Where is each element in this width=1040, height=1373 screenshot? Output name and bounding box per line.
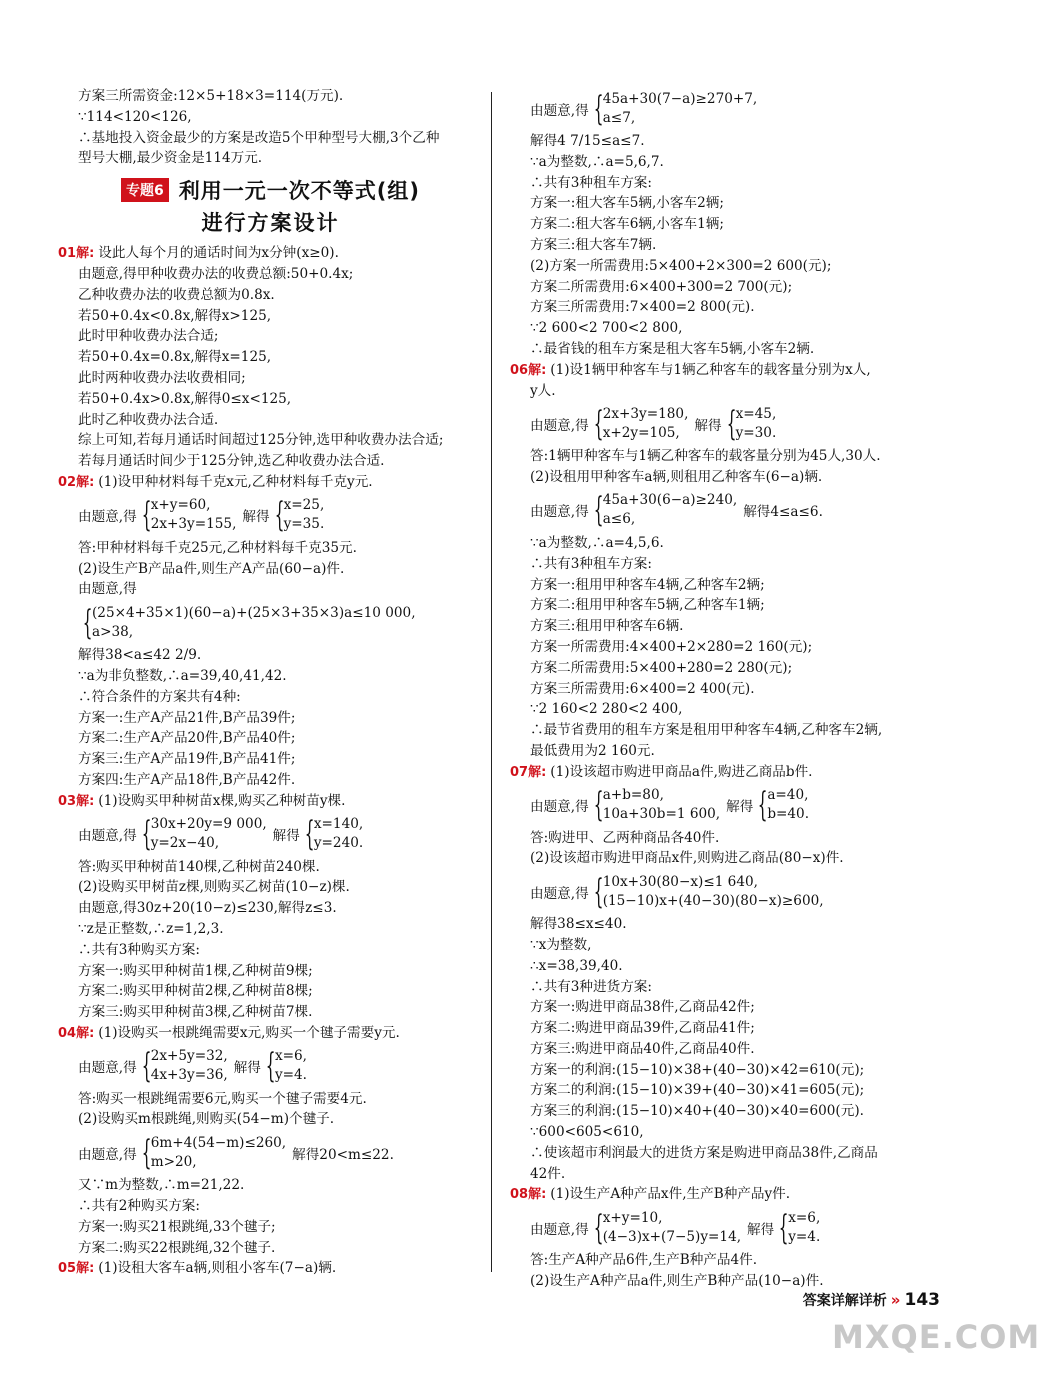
topic-header: [58, 175, 483, 205]
text-line: 由题意,得30z+20(10−z)≤230,解得z≤3.: [78, 900, 337, 917]
inequality-system: 由题意,得 { 6m+4(54−m)≤260, m>20, 解得20<m≤22.: [78, 1132, 394, 1173]
page-footer: [803, 1290, 940, 1310]
text-line: 此时两种收费办法收费相同;: [78, 369, 246, 386]
inequality-system: 由题意,得 { 10x+30(80−x)≤1 640, (15−10)x+(40−30)(80−x)≥600,: [530, 871, 824, 912]
text-line: (2)设租用甲种客车a辆,则租用乙种客车(6−a)辆.: [530, 469, 823, 486]
double-arrow-icon: »: [890, 1291, 901, 1309]
text-line: ∴使该超市利润最大的进货方案是购进甲商品38件,乙商品: [530, 1144, 878, 1161]
text-line: 方案三所需费用:7×400=2 800(元).: [530, 299, 755, 316]
text-line: 若50+0.4x>0.8x,解得0≤x<125,: [78, 390, 292, 407]
text-line: 若每月通话时间少于125分钟,选乙种收费办法合适.: [78, 453, 385, 470]
topic-badge: 专题6: [121, 178, 169, 202]
question-6: 06解: (1)设1辆甲种客车与1辆乙种客车的载客量分别为x人,: [510, 361, 871, 378]
text-line: ∴最节省费用的租车方案是租用甲种客车4辆,乙种客车2辆,: [530, 722, 883, 739]
right-column: [510, 86, 942, 1292]
text-line: 若50+0.4x=0.8x,解得x=125,: [78, 349, 272, 366]
text-line: 最低费用为2 160元.: [530, 742, 655, 759]
question-label: 01解:: [58, 246, 95, 262]
equation-system: 由题意,得 { x+y=60, 2x+3y=155, 解得 { x=25, y=35.: [78, 495, 325, 536]
question-label: 08解:: [510, 1187, 547, 1203]
text-line: 解得38<a≤42 2/9.: [78, 647, 202, 664]
question-label: 04解:: [58, 1025, 95, 1041]
text-line: 方案一:购买21根跳绳,33个毽子;: [78, 1218, 276, 1235]
left-column: [58, 86, 483, 1279]
question-2: 02解: (1)设甲种材料每千克x元,乙种材料每千克y元.: [58, 473, 373, 490]
text-line: 方案三所需费用:6×400=2 400(元).: [530, 680, 755, 697]
text-line: (2)设购买m根跳绳,则购买(54−m)个毽子.: [78, 1111, 335, 1128]
inequality-system: 由题意,得 { 45a+30(6−a)≥240, a≤6, 解得4≤a≤6.: [530, 490, 823, 531]
text-line: 方案一的利润:(15−10)×38+(40−30)×42=610(元);: [530, 1061, 865, 1078]
text-line: 方案一:购买甲种树苗1棵,乙种树苗9棵;: [78, 962, 313, 979]
footer-label: 答案详解详析: [802, 1293, 887, 1309]
text-line: 方案二:生产A产品20件,B产品40件;: [78, 730, 296, 747]
text-line: 方案三的利润:(15−10)×40+(40−30)×40=600(元).: [530, 1103, 864, 1120]
text-line: 42件.: [530, 1165, 566, 1182]
topic-title-line2: 进行方案设计: [201, 211, 340, 236]
text-line: (2)方案一所需费用:5×400+2×300=2 600(元);: [530, 257, 832, 274]
text-line: 若50+0.4x<0.8x,解得x>125,: [78, 307, 272, 324]
text-line: 答:甲种材料每千克25元,乙种材料每千克35元.: [78, 539, 357, 556]
text-line: 方案二所需费用:5×400+280=2 280(元);: [530, 659, 793, 676]
text-line: 型号大棚,最少资金是114万元.: [78, 150, 263, 167]
text-line: 方案三:生产A产品19件,B产品41件;: [78, 751, 296, 768]
text-line: 方案三:购买甲种树苗3棵,乙种树苗7棵.: [78, 1004, 313, 1021]
text-line: ∵a为非负整数,∴a=39,40,41,42.: [78, 667, 287, 684]
question-1: 01解: 设此人每个月的通话时间为x分钟(x≥0).: [58, 245, 339, 262]
text-line: 方案二的利润:(15−10)×39+(40−30)×41=605(元);: [530, 1082, 865, 1099]
question-7: 07解: (1)设该超市购进甲商品a件,购进乙商品b件.: [510, 763, 813, 780]
text-line: (2)设生产B产品a件,则生产A产品(60−a)件.: [78, 560, 345, 577]
text-line: ∴共有3种租车方案:: [530, 555, 652, 572]
text-line: 方案三所需资金:12×5+18×3=114(万元).: [78, 88, 344, 104]
text-line: 答:生产A种产品6件,生产B种产品4件.: [530, 1252, 758, 1269]
text-line: 方案二:购买甲种树苗2棵,乙种树苗8棵;: [78, 983, 313, 1000]
text-line: 此时乙种收费办法合适.: [78, 411, 219, 428]
text-line: 此时甲种收费办法合适;: [78, 328, 219, 345]
text-line: ∵a为整数,∴a=4,5,6.: [530, 534, 664, 551]
text-line: ∵z是正整数,∴z=1,2,3.: [78, 920, 224, 937]
text-line: ∵600<605<610,: [530, 1124, 644, 1141]
text-line: 方案一:租用甲种客车4辆,乙种客车2辆;: [530, 576, 765, 593]
text-line: y人.: [530, 382, 556, 399]
text-line: 方案四:生产A产品18件,B产品42件.: [78, 771, 296, 788]
text-line: 方案一:购进甲商品38件,乙商品42件;: [530, 999, 755, 1016]
text-line: (2)设生产A种产品a件,则生产B种产品(10−a)件.: [530, 1273, 824, 1290]
question-label: 02解:: [58, 474, 95, 490]
question-5: 05解: (1)设租大客车a辆,则租小客车(7−a)辆.: [58, 1260, 337, 1277]
text-line: ∴共有2种购买方案:: [78, 1198, 200, 1215]
text-line: 方案二:购进甲商品39件,乙商品41件;: [530, 1020, 755, 1037]
watermark: MXQE.COM: [832, 1318, 1040, 1356]
text-line: 方案二:租大客车6辆,小客车1辆;: [530, 216, 724, 233]
text-line: 方案二:租用甲种客车5辆,乙种客车1辆;: [530, 597, 765, 614]
text-line: 答:1辆甲种客车与1辆乙种客车的载客量分别为45人,30人.: [530, 448, 881, 465]
text-line: 方案三:租大客车7辆.: [530, 236, 657, 253]
question-3: 03解: (1)设购买甲种树苗x棵,购买乙种树苗y棵.: [58, 792, 346, 809]
text-line: 方案二:购买22根跳绳,32个毽子.: [78, 1239, 276, 1256]
text-line: 解得38≤x≤40.: [530, 916, 627, 933]
text-line: 乙种收费办法的收费总额为0.8x.: [78, 286, 275, 303]
text-line: 由题意,得: [78, 581, 137, 598]
text-line: 方案一所需费用:4×400+2×280=2 160(元);: [530, 638, 813, 655]
text-line: 综上可知,若每月通话时间超过125分钟,选甲种收费办法合适;: [78, 432, 444, 449]
text-line: 又∵m为整数,∴m=21,22.: [78, 1177, 245, 1194]
topic-title: 利用一元一次不等式(组): [178, 179, 420, 204]
text-line: 方案一:生产A产品21件,B产品39件;: [78, 709, 296, 726]
text-line: 方案一:租大客车5辆,小客车2辆;: [530, 195, 724, 212]
text-line: ∵x为整数,: [530, 936, 592, 953]
text-line: ∵114<120<126,: [78, 108, 192, 125]
question-8: 08解: (1)设生产A种产品x件,生产B种产品y件.: [510, 1186, 791, 1203]
inequality-system: 由题意,得 { 45a+30(7−a)≥270+7, a≤7,: [530, 88, 758, 129]
text-line: (2)设该超市购进甲商品x件,则购进乙商品(80−x)件.: [530, 850, 844, 867]
text-line: ∴共有3种购买方案:: [78, 941, 200, 958]
text-line: ∴最省钱的租车方案是租大客车5辆,小客车2辆.: [530, 340, 815, 357]
text-line: ∵2 160<2 280<2 400,: [530, 701, 683, 718]
question-4: 04解: (1)设购买一根跳绳需要x元,购买一个毽子需要y元.: [58, 1024, 400, 1041]
question-label: 03解:: [58, 793, 95, 809]
column-divider: [491, 92, 492, 1272]
text-line: 方案三:租用甲种客车6辆.: [530, 618, 684, 635]
text-line: 方案三:购进甲商品40件,乙商品40件.: [530, 1040, 755, 1057]
text-line: 解得4 7/15≤a≤7.: [530, 133, 645, 149]
text-line: ∴共有3种租车方案:: [530, 174, 652, 191]
text-line: 答:购买甲种树苗140棵,乙种树苗240棵.: [78, 858, 320, 875]
text-line: 由题意,得甲种收费办法的收费总额:50+0.4x;: [78, 265, 354, 282]
text-line: ∴符合条件的方案共有4种:: [78, 688, 241, 705]
equation-system: 由题意,得 { 30x+20y=9 000, y=2x−40, 解得 { x=140, y=240.: [78, 814, 364, 855]
equation-system: 由题意,得 { a+b=80, 10a+30b=1 600, 解得 { a=40, b=40.: [530, 785, 810, 826]
text-line: ∴基地投入资金最少的方案是改造5个甲种型号大棚,3个乙种: [78, 129, 440, 146]
text-line: ∵a为整数,∴a=5,6,7.: [530, 153, 664, 170]
text-line: 答:购进甲、乙两种商品各40件.: [530, 829, 720, 846]
text-line: ∴x=38,39,40.: [530, 957, 623, 974]
text-line: ∵2 600<2 700<2 800,: [530, 320, 683, 337]
inequality-system: { (25×4+35×1)(60−a)+(25×3+35×3)a≤10 000, a>38,: [82, 602, 416, 643]
text-line: ∴共有3种进货方案:: [530, 978, 652, 995]
page-number: 143: [904, 1290, 940, 1310]
equation-system: 由题意,得 { 2x+5y=32, 4x+3y=36, 解得 { x=6, y=4.: [78, 1046, 307, 1087]
equation-system: 由题意,得 { 2x+3y=180, x+2y=105, 解得 { x=45, y=30.: [530, 403, 777, 444]
equation-system: 由题意,得 { x+y=10, (4−3)x+(7−5)y=14, 解得 { x=6, y=4.: [530, 1207, 821, 1248]
text-line: (2)设购买甲树苗z棵,则购买乙树苗(10−z)棵.: [78, 879, 350, 896]
question-label: 07解:: [510, 764, 547, 780]
question-label: 05解:: [58, 1261, 95, 1277]
text-line: 答:购买一根跳绳需要6元,购买一个毽子需要4元.: [78, 1090, 367, 1107]
text-line: 方案二所需费用:6×400+300=2 700(元);: [530, 278, 793, 295]
question-label: 06解:: [510, 362, 547, 378]
